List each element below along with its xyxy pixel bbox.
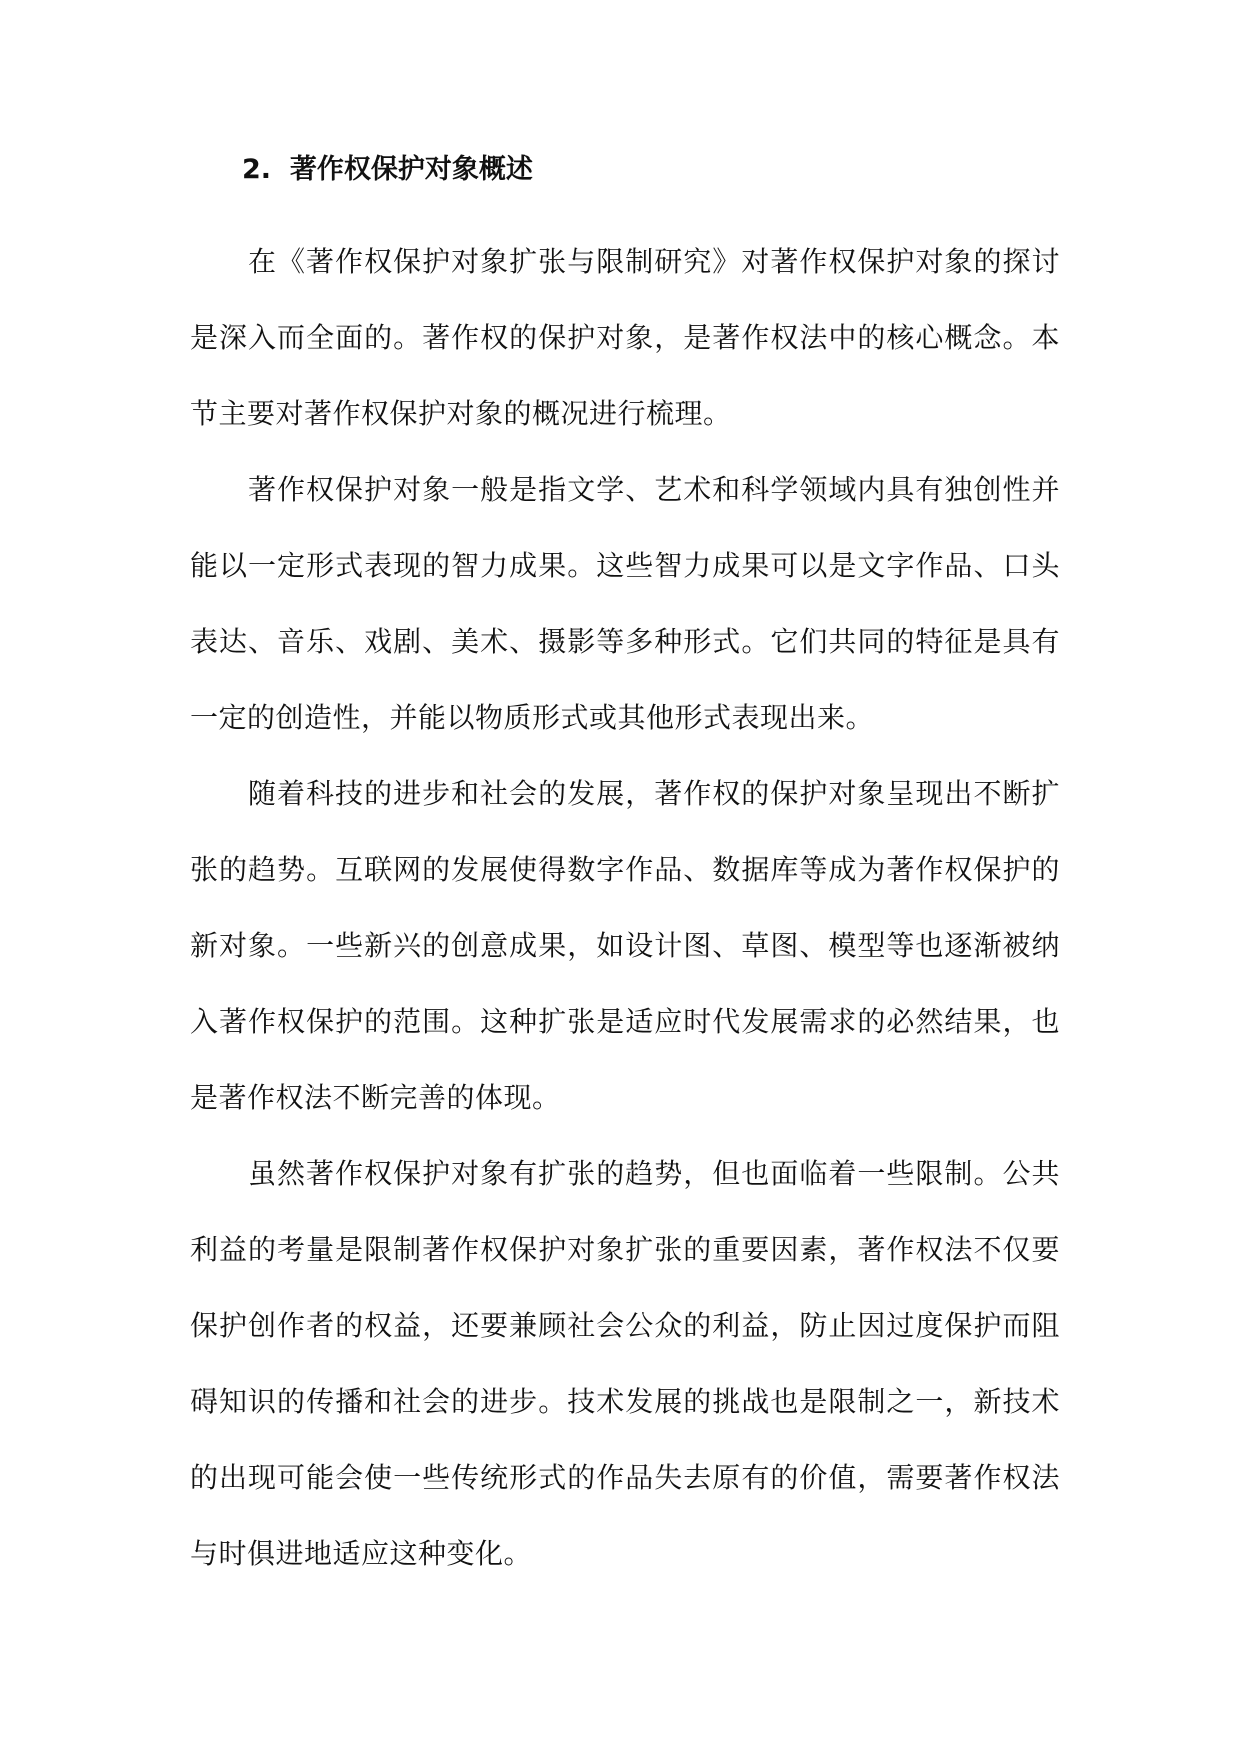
paragraph-3: 随着科技的进步和社会的发展，著作权的保护对象呈现出不断扩张的趋势。互联网的发展使得数字作品、数据库等成为著作权保护的新对象。一些新兴的创意成果，如设计图、草图、模型等也逐渐被纳入著作权保护的范围。这种扩张是适应时代发展需求的必然结果，也是著作权法不断完善的体现。 [190, 777, 1060, 1114]
section-number: 2. [242, 154, 272, 185]
document-body [190, 144, 1060, 1592]
paragraph-2: 著作权保护对象一般是指文学、艺术和科学领域内具有独创性并能以一定形式表现的智力成果。这些智力成果可以是文字作品、口头表达、音乐、戏剧、美术、摄影等多种形式。它们共同的特征是具有一定的创造性，并能以物质形式或其他形式表现出来。 [190, 473, 1060, 734]
section-heading [190, 144, 1060, 224]
section-title: 著作权保护对象概述 [289, 154, 533, 185]
paragraph-1: 在《著作权保护对象扩张与限制研究》对著作权保护对象的探讨是深入而全面的。著作权的保护对象，是著作权法中的核心概念。本节主要对著作权保护对象的概况进行梳理。 [190, 245, 1060, 430]
paragraph-4: 虽然著作权保护对象有扩张的趋势，但也面临着一些限制。公共利益的考量是限制著作权保护对象扩张的重要因素，著作权法不仅要保护创作者的权益，还要兼顾社会公众的利益，防止因过度保护而阻碍知识的传播和社会的进步。技术发展的挑战也是限制之一，新技术的出现可能会使一些传统形式的作品失去原有的价值，需要著作权法与时俱进地适应这种变化。 [190, 1157, 1060, 1570]
